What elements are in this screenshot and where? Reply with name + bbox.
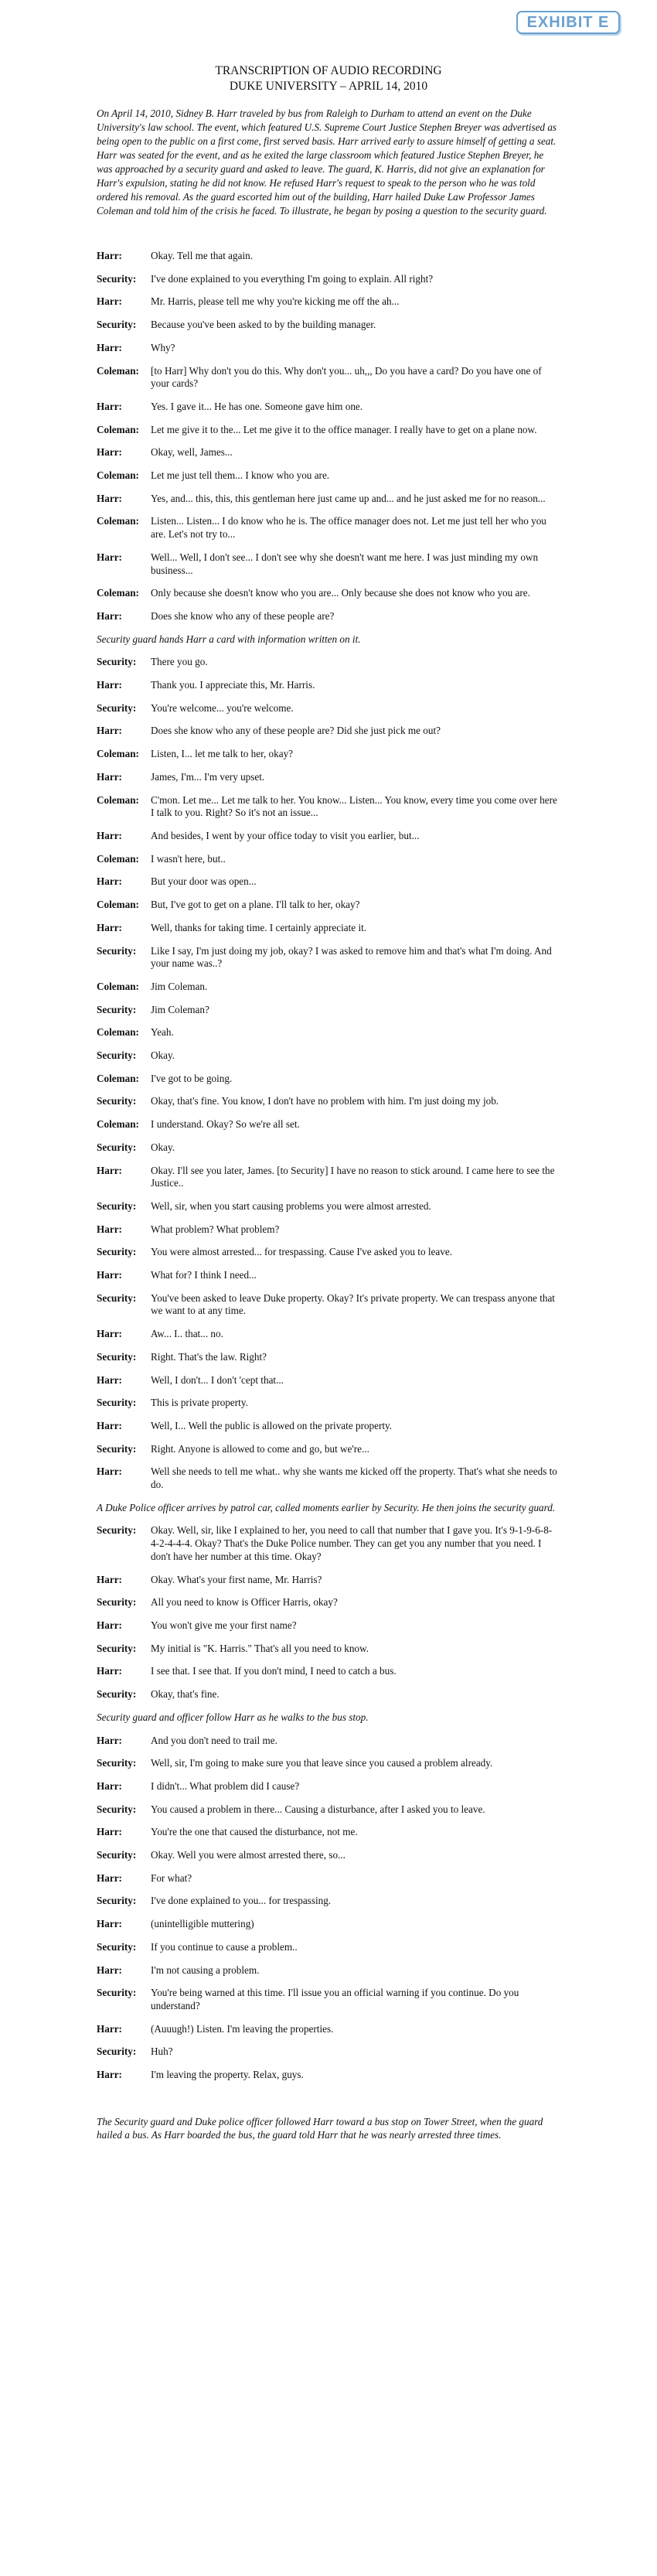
dialog-line	[97, 1049, 560, 1063]
speaker-label: Harr:	[97, 250, 122, 261]
dialog-text: Jim Coleman?	[151, 1003, 209, 1015]
dialog-line	[97, 1269, 560, 1282]
speaker-label: Security:	[97, 1987, 137, 1999]
dialog-line	[97, 401, 560, 414]
speaker-label: Security:	[97, 944, 137, 957]
dialog-text: Well, I... Well the public is allowed on the private property.	[151, 1419, 393, 1431]
dialog-line	[97, 1443, 560, 1456]
dialog-text: You won't give me your first name?	[151, 1619, 297, 1631]
speaker-label: Harr:	[97, 1419, 122, 1431]
dialog-line	[97, 424, 560, 437]
speaker-label: Harr:	[97, 1465, 122, 1478]
speaker-label: Coleman:	[97, 469, 139, 482]
speaker-label: Security:	[97, 656, 137, 668]
dialog-line	[97, 1397, 560, 1410]
speaker-label: Harr:	[97, 2022, 122, 2035]
dialog-line	[97, 515, 560, 541]
dialog-line	[97, 1665, 560, 1678]
dialog-line	[97, 1895, 560, 1908]
dialog-line	[97, 853, 560, 866]
speaker-label: Coleman:	[97, 515, 139, 527]
dialog-line	[97, 1964, 560, 1977]
dialog-line	[97, 771, 560, 784]
dialog-text: (unintelligible muttering)	[151, 1918, 254, 1930]
dialog-line	[97, 1524, 560, 1563]
dialog-line	[97, 1246, 560, 1259]
dialog-line	[97, 1095, 560, 1108]
speaker-label: Harr:	[97, 1779, 122, 1792]
speaker-label: Security:	[97, 1246, 137, 1258]
dialog-line	[97, 365, 560, 391]
document-subtitle: DUKE UNIVERSITY – APRIL 14, 2010	[229, 80, 428, 93]
dialog-line	[97, 1420, 560, 1433]
dialog-text: This is private property.	[151, 1397, 248, 1409]
speaker-label: Harr:	[97, 492, 122, 504]
speaker-label: Security:	[97, 1849, 137, 1861]
dialog-line	[97, 899, 560, 912]
dialog-text: I didn't... What problem did I cause?	[151, 1779, 300, 1792]
dialog-text: I wasn't here, but..	[151, 852, 226, 865]
dialog-text: Okay, that's fine.	[151, 1688, 220, 1701]
dialog-line	[97, 319, 560, 332]
speaker-label: Coleman:	[97, 793, 139, 806]
speaker-label: Coleman:	[97, 423, 139, 435]
dialog-text: Does she know who any of these people are?	[151, 609, 335, 622]
speaker-label: Harr:	[97, 1164, 122, 1176]
intro-paragraph: On April 14, 2010, Sidney B. Harr traveled by bus from Raleigh to Durham to attend an event on the Duke University's law school. The event, which featured U.S. Supreme Court Justice Stephen Breyer was advertised as being open to the public on a first come, first served basis. Harr arrived early to assure himself of getting a seat. Harr was seated for the event, and as he exited the large classroom which featured Justice Stephen Breyer, he was approached by a security guard and asked to leave. The guard, K. Harris, did not give an explanation for Harr's expulsion, stating he did not know. He refused Harr's request to speak to the person who he was told ordered his removal. As the guard escorted him out of the building, Harr hailed Duke Law Professor James Coleman and told him of the crisis he faced. To illustrate, he began by posing a question to the security guard.	[97, 107, 557, 217]
speaker-label: Coleman:	[97, 899, 139, 911]
dialog-text: Well, I don't... I don't 'cept that...	[151, 1373, 284, 1386]
dialog-line	[97, 1141, 560, 1155]
dialog-line	[97, 610, 560, 623]
dialog-line	[97, 1619, 560, 1633]
dialog-text: C'mon. Let me... Let me talk to her. You know... Listen... You know, every time you come over here I talk to you. Right? So it's not an issue...	[151, 793, 557, 819]
dialog-text: Huh?	[151, 2045, 173, 2058]
dialog-line	[97, 1465, 560, 1491]
speaker-label: Coleman:	[97, 980, 139, 992]
dialog-line	[97, 830, 560, 843]
dialog-line	[97, 342, 560, 355]
speaker-label: Harr:	[97, 446, 122, 459]
dialog-line	[97, 748, 560, 761]
dialog-text: Right. Anyone is allowed to come and go, but we're...	[151, 1442, 369, 1455]
dialog-text: I've done explained to you... for trespassing.	[151, 1895, 332, 1907]
speaker-label: Coleman:	[97, 1072, 139, 1084]
dialog-text: Like I say, I'm just doing my job, okay? I was asked to remove him and that's what I'm doing. And your name was..?	[151, 944, 552, 970]
speaker-label: Security:	[97, 272, 137, 285]
dialog-line	[97, 2069, 560, 2082]
dialog-line	[97, 551, 560, 577]
dialog-line	[97, 1223, 560, 1237]
dialog-text: For what?	[151, 1871, 192, 1884]
dialog-line	[97, 1165, 560, 1190]
speaker-label: Harr:	[97, 1918, 122, 1930]
speaker-label: Coleman:	[97, 364, 139, 377]
dialog-line	[97, 1374, 560, 1387]
speaker-label: Harr:	[97, 1573, 122, 1585]
dialog-line	[97, 1026, 560, 1039]
dialog-line	[97, 875, 560, 889]
speaker-label: Harr:	[97, 770, 122, 783]
dialog-line	[97, 1987, 560, 2012]
dialog-text: And you don't need to trail me.	[151, 1734, 277, 1746]
dialog-text: Okay. Tell me that again.	[151, 250, 254, 261]
dialog-text: Listen... Listen... I do know who he is. The office manager does not. Let me just tell her who you are. Let's not try to...	[151, 515, 546, 541]
speaker-label: Harr:	[97, 551, 122, 563]
dialog-line	[97, 1596, 560, 1609]
speaker-label: Harr:	[97, 1734, 122, 1746]
dialog-line	[97, 945, 560, 971]
dialog-line	[97, 1574, 560, 1587]
speaker-label: Security:	[97, 1442, 137, 1455]
speaker-label: Harr:	[97, 1328, 122, 1340]
dialog-text: Okay, well, James...	[151, 446, 233, 459]
dialog-text: What for? I think I need...	[151, 1269, 257, 1281]
dialog-line	[97, 1328, 560, 1341]
speaker-label: Coleman:	[97, 1118, 139, 1131]
speaker-label: Security:	[97, 1940, 137, 1953]
speaker-label: Security:	[97, 1803, 137, 1815]
dialog-line	[97, 295, 560, 309]
dialog-line	[97, 1351, 560, 1364]
dialog-line	[97, 2045, 560, 2059]
dialog-text: Okay. Well, sir, like I explained to her, you need to call that number that I gave you. It's 9-1-9-6-8-4-2-4-4-4. Okay? That's the Duke Police number. They can get you any number that you need. I don't have her number at this time. Okay?	[151, 1524, 553, 1562]
dialog-text: You caused a problem in there... Causing a disturbance, after I asked you to leave.	[151, 1803, 485, 1815]
dialog-text: I've done explained to you everything I'm going to explain. All right?	[151, 272, 434, 285]
dialog-text: But your door was open...	[151, 875, 257, 888]
speaker-label: Security:	[97, 1524, 137, 1537]
dialog-text: You were almost arrested... for trespassing. Cause I've asked you to leave.	[151, 1246, 452, 1258]
dialog-text: If you continue to cause a problem..	[151, 1940, 298, 1953]
exhibit-label: EXHIBIT E	[516, 11, 620, 34]
dialog-line	[97, 922, 560, 935]
dialog-text: Aw... I.. that... no.	[151, 1328, 223, 1340]
dialog-line	[97, 1735, 560, 1748]
speaker-label: Security:	[97, 1199, 137, 1212]
speaker-label: Coleman:	[97, 1026, 139, 1039]
dialog-line	[97, 1200, 560, 1213]
closing-paragraph: The Security guard and Duke police officer followed Harr toward a bus stop on Tower Street, when the guard hailed a bus. As Harr boarded the bus, the guard told Harr that he was nearly arrested three times.	[97, 2115, 543, 2141]
document-title: TRANSCRIPTION OF AUDIO RECORDING	[215, 64, 442, 77]
dialog-line	[97, 2023, 560, 2036]
speaker-label: Security:	[97, 1141, 137, 1153]
dialog-text: I see that. I see that. If you don't mind, I need to catch a bus.	[151, 1665, 397, 1677]
speaker-label: Harr:	[97, 341, 122, 353]
speaker-label: Coleman:	[97, 587, 139, 599]
dialog-line	[97, 1073, 560, 1086]
dialog-text: You're welcome... you're welcome.	[151, 701, 294, 714]
dialog-line	[97, 1118, 560, 1131]
speaker-label: Harr:	[97, 1619, 122, 1631]
dialog-text: Well, sir, when you start causing problems you were almost arrested.	[151, 1199, 431, 1212]
speaker-label: Coleman:	[97, 852, 139, 865]
dialog-line	[97, 656, 560, 669]
dialog-text: What problem? What problem?	[151, 1223, 280, 1235]
speaker-label: Harr:	[97, 725, 122, 737]
speaker-label: Harr:	[97, 1665, 122, 1677]
speaker-label: Harr:	[97, 829, 122, 841]
speaker-label: Security:	[97, 1895, 137, 1907]
stage-direction: Security guard hands Harr a card with information written on it.	[97, 633, 361, 645]
dialog-text: Let me give it to the... Let me give it to the office manager. I really have to get on a plane now.	[151, 423, 537, 435]
dialog-text: Right. That's the law. Right?	[151, 1350, 267, 1363]
speaker-label: Harr:	[97, 400, 122, 412]
speaker-label: Harr:	[97, 1871, 122, 1884]
dialog-line	[97, 1826, 560, 1839]
dialog-text: I'm not causing a problem.	[151, 1964, 260, 1976]
speaker-label: Security:	[97, 1049, 137, 1062]
dialog-line	[97, 679, 560, 692]
dialog-line	[97, 1292, 560, 1318]
dialog-text: Why?	[151, 341, 175, 353]
dialog-line	[97, 1757, 560, 1770]
stage-direction: Security guard and officer follow Harr as he walks to the bus stop.	[97, 1711, 369, 1723]
dialog-text: You're being warned at this time. I'll issue you an official warning if you continue. Do you understand?	[151, 1987, 519, 2011]
dialog-text: Well she needs to tell me what.. why she wants me kicked off the property. That's what she needs to do.	[151, 1465, 557, 1491]
dialog-text: You're the one that caused the disturbance, not me.	[151, 1826, 358, 1838]
dialog-text: Only because she doesn't know who you are... Only because she does not know who you are.	[151, 587, 530, 599]
speaker-label: Harr:	[97, 875, 122, 888]
speaker-label: Harr:	[97, 295, 122, 308]
dialog-text: Mr. Harris, please tell me why you're kicking me off the ah...	[151, 295, 400, 308]
dialog-line	[97, 1941, 560, 1954]
speaker-label: Security:	[97, 1291, 137, 1304]
speaker-label: Harr:	[97, 2069, 122, 2081]
speaker-label: Security:	[97, 1003, 137, 1015]
dialog-line	[97, 1688, 560, 1701]
dialog-text: Yes, and... this, this, this gentleman here just came up and... and he just asked me for no reason...	[151, 492, 546, 504]
dialog-text: Because you've been asked to by the building manager.	[151, 319, 376, 331]
dialog-text: Okay. What's your first name, Mr. Harris?	[151, 1573, 322, 1585]
dialog-text: Okay.	[151, 1049, 175, 1062]
dialog-text: My initial is "K. Harris." That's all you need to know.	[151, 1642, 369, 1654]
dialog-text: I've got to be going.	[151, 1072, 233, 1084]
speaker-label: Harr:	[97, 1826, 122, 1838]
dialog-line	[97, 493, 560, 506]
speaker-label: Security:	[97, 1397, 137, 1409]
speaker-label: Coleman:	[97, 748, 139, 760]
dialog-line	[97, 1849, 560, 1862]
dialog-text: There you go.	[151, 656, 208, 668]
speaker-label: Security:	[97, 1642, 137, 1654]
speaker-label: Harr:	[97, 1223, 122, 1235]
dialog-line	[97, 469, 560, 483]
transcript-page	[97, 63, 560, 2142]
speaker-label: Harr:	[97, 609, 122, 622]
dialog-text: [to Harr] Why don't you do this. Why don't you... uh,,, Do you have a card? Do you have one of your cards?	[151, 364, 542, 390]
speaker-label: Security:	[97, 1757, 137, 1769]
speaker-label: Security:	[97, 1350, 137, 1363]
dialog-text: Let me just tell them... I know who you are.	[151, 469, 330, 482]
speaker-label: Security:	[97, 319, 137, 331]
dialog-text: James, I'm... I'm very upset.	[151, 770, 265, 783]
speaker-label: Harr:	[97, 1269, 122, 1281]
stage-direction: A Duke Police officer arrives by patrol car, called moments earlier by Security. He then joins the security guard.	[97, 1501, 556, 1513]
dialog-text: I understand. Okay? So we're all set.	[151, 1118, 300, 1131]
dialog-text: Thank you. I appreciate this, Mr. Harris.	[151, 679, 315, 691]
dialog-text: (Auuugh!) Listen. I'm leaving the properties.	[151, 2022, 334, 2035]
dialog-line	[97, 794, 560, 820]
dialog-text: Okay. Well you were almost arrested there, so...	[151, 1849, 346, 1861]
dialog-text: And besides, I went by your office today to visit you earlier, but...	[151, 829, 420, 841]
dialog-text: Yeah.	[151, 1026, 174, 1039]
dialog-text: I'm leaving the property. Relax, guys.	[151, 2069, 304, 2081]
dialog-line	[97, 725, 560, 738]
dialog-line	[97, 1780, 560, 1793]
dialog-text: All you need to know is Officer Harris, okay?	[151, 1596, 338, 1609]
speaker-label: Harr:	[97, 679, 122, 691]
dialog-text: Does she know who any of these people are? Did she just pick me out?	[151, 725, 441, 737]
dialog-line	[97, 1872, 560, 1885]
dialog-text: Okay.	[151, 1141, 175, 1153]
dialog-list	[97, 250, 560, 2082]
speaker-label: Security:	[97, 701, 137, 714]
dialog-text: Well, thanks for taking time. I certainly appreciate it.	[151, 921, 367, 933]
dialog-text: Listen, I... let me talk to her, okay?	[151, 748, 294, 760]
dialog-text: Yes. I gave it... He has one. Someone gave him one.	[151, 400, 363, 412]
dialog-text: Okay. I'll see you later, James. [to Security] I have no reason to stick around. I came here to see the Justice..	[151, 1164, 555, 1189]
dialog-line	[97, 702, 560, 715]
dialog-line	[97, 446, 560, 459]
dialog-text: Okay, that's fine. You know, I don't have no problem with him. I'm just doing my job.	[151, 1095, 499, 1107]
dialog-line	[97, 587, 560, 600]
speaker-label: Security:	[97, 1688, 137, 1701]
dialog-line	[97, 1803, 560, 1817]
speaker-label: Security:	[97, 1596, 137, 1609]
dialog-line	[97, 1918, 560, 1931]
dialog-text: But, I've got to get on a plane. I'll talk to her, okay?	[151, 899, 360, 911]
speaker-label: Harr:	[97, 1964, 122, 1976]
speaker-label: Harr:	[97, 921, 122, 933]
dialog-line	[97, 273, 560, 286]
dialog-text: Well... Well, I don't see... I don't see why she doesn't want me here. I was just minding my own business...	[151, 551, 539, 576]
speaker-label: Security:	[97, 1095, 137, 1107]
dialog-line	[97, 981, 560, 994]
speaker-label: Harr:	[97, 1373, 122, 1386]
dialog-text: You've been asked to leave Duke property. Okay? It's private property. We can trespass anyone that we want to at any time.	[151, 1291, 555, 1317]
dialog-line	[97, 250, 560, 263]
dialog-text: Jim Coleman.	[151, 980, 208, 992]
speaker-label: Security:	[97, 2045, 137, 2058]
dialog-line	[97, 1004, 560, 1017]
dialog-text: Well, sir, I'm going to make sure you that leave since you caused a problem already.	[151, 1757, 493, 1769]
dialog-line	[97, 1643, 560, 1656]
